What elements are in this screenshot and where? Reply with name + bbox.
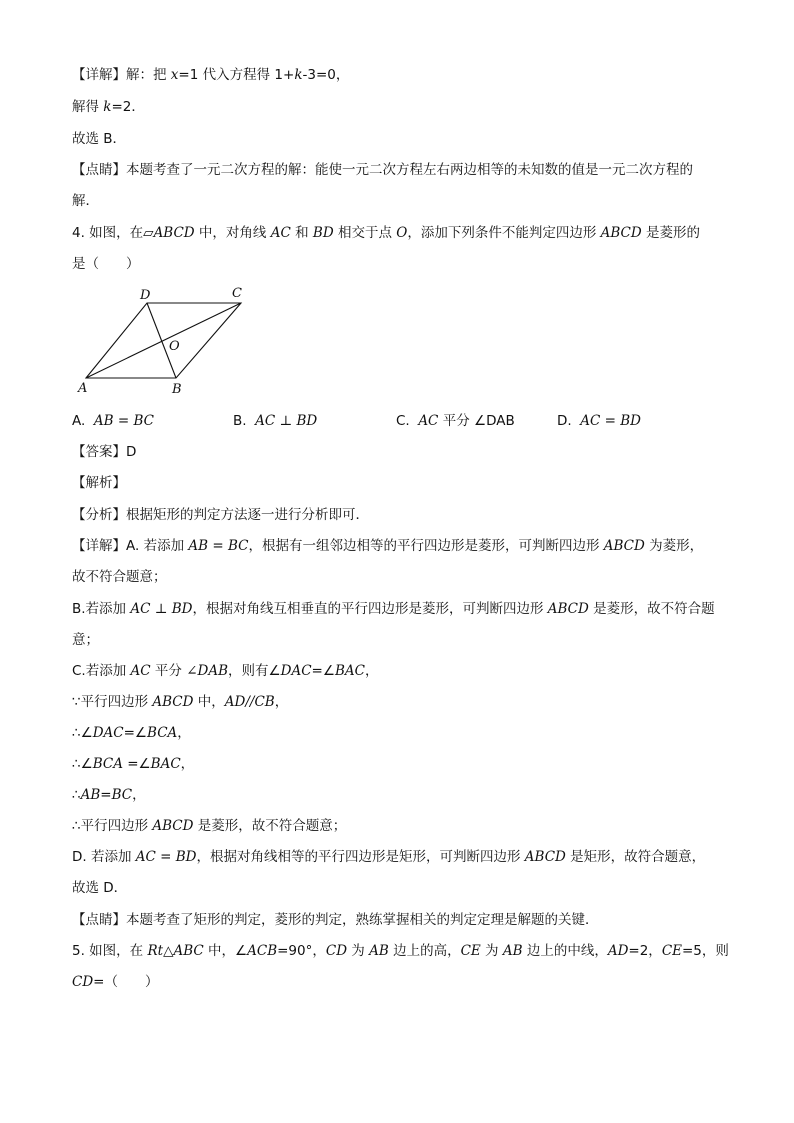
solution-b-line: B.若添加 AC ⊥ BD，根据对角线互相垂直的平行四边形是菱形，可判断四边形 ABCD 是菱形，故不符合题 [72, 601, 715, 617]
answer-line [72, 443, 136, 461]
comment-2-line: 【点睛】本题考查了矩形的判定，菱形的判定，熟练掌握相关的判定定理是解题的关键． [72, 912, 599, 928]
option-c[interactable]: C. AC 平分 ∠DAB [396, 413, 515, 429]
step-5: ∴平行四边形 ABCD 是菱形，故不符合题意； [72, 818, 347, 834]
step-3: ∴∠BCA =∠BAC， [72, 756, 195, 772]
step-2: ∴∠DAC=∠BCA， [72, 725, 191, 741]
comment-line-1: 【点睛】本题考查了一元二次方程的解：能使一元二次方程左右两边相等的未知数的值是一元二次方程的 [72, 162, 693, 178]
label-D: D [140, 288, 151, 303]
tag-comment: 【点睛】 [72, 162, 126, 178]
option-a[interactable]: A. AB = BC [72, 413, 154, 429]
step-1: ∵平行四边形 ABCD 中，AD//CB， [72, 694, 289, 710]
answer-value: D [126, 444, 137, 460]
parallelogram-symbol: ▱ [143, 225, 154, 241]
choose-line: 故选 B． [72, 131, 127, 147]
analysis-tag: 【解析】 [72, 475, 126, 491]
option-b[interactable]: B. AC ⊥ BD [233, 413, 318, 429]
label-B: B [172, 382, 182, 397]
question-5-stem-2: CD=（ ） [72, 974, 159, 990]
solution-a-line-2: 故不符合题意； [72, 569, 167, 585]
tag-detail: 【详解】 [72, 67, 126, 83]
analysis-line: 【分析】根据矩形的判定方法逐一进行分析即可． [72, 507, 369, 523]
tag-analysis: 【分析】 [72, 507, 126, 523]
parallelogram-figure [70, 282, 260, 402]
tag-answer: 【答案】 [72, 444, 126, 460]
solution-c-line: C.若添加 AC 平分 ∠DAB，则有∠DAC=∠BAC， [72, 663, 379, 679]
solution-d-line: D. 若添加 AC = BD，根据对角线相等的平行四边形是矩形，可判断四边形 ABCD 是矩形，故符合题意， [72, 849, 706, 865]
question-4-stem-2: 是（ ） [72, 256, 140, 272]
choose-d-line: 故选 D． [72, 880, 128, 896]
diagonal-ac [86, 303, 241, 378]
question-5-stem: 5. 如图，在 Rt△ABC 中，∠ACB=90°，CD 为 AB 边上的高，CE 为 AB 边上的中线，AD=2，CE=5，则 [72, 943, 729, 959]
label-O: O [169, 339, 180, 354]
step-4: ∴AB=BC， [72, 787, 146, 803]
label-C: C [232, 286, 242, 301]
question-4-stem: 4. 如图，在▱ABCD 中，对角线 AC 和 BD 相交于点 O，添加下列条件不能判定四边形 ABCD 是菱形的 [72, 225, 701, 241]
detail-line-1: 【详解】解：把 x=1 代入方程得 1+k-3=0， [72, 67, 350, 83]
option-d[interactable]: D. AC = BD [557, 413, 641, 429]
label-A: A [78, 381, 88, 396]
solution-b-line-2: 意； [72, 632, 99, 648]
comment-line-2: 解． [72, 193, 99, 209]
detail-line-2: 解得 k=2． [72, 99, 145, 115]
solution-a-line: 【详解】A. 若添加 AB = BC，根据有一组邻边相等的平行四边形是菱形，可判断四边形 ABCD 为菱形， [72, 538, 704, 554]
